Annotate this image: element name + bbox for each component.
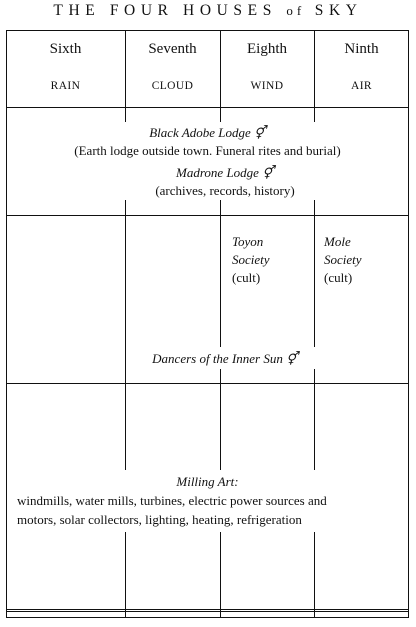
house-sixth-title: Sixth <box>49 41 82 57</box>
page-title <box>0 1 416 21</box>
madrone-lodge-note: (archives, records, history) <box>155 183 295 198</box>
toyon-society-line2: Society <box>232 252 270 267</box>
row-divider-bottom <box>6 609 409 612</box>
black-adobe-lodge-note: (Earth lodge outside town. Funeral rites and burial) <box>74 143 341 158</box>
black-adobe-lodge-name: Black Adobe Lodge ⚥ <box>149 125 266 140</box>
house-sixth-element: RAIN <box>50 80 81 92</box>
house-seventh-element: CLOUD <box>151 80 194 92</box>
row-divider-1 <box>6 107 409 108</box>
madrone-lodge-name: Madrone Lodge ⚥ <box>176 165 274 180</box>
house-ninth-title: Ninth <box>344 41 379 57</box>
mole-society-line2: Society <box>324 252 362 267</box>
title-of: of <box>286 3 306 18</box>
row-divider-3 <box>6 383 409 384</box>
milling-art-line2: motors, solar collectors, lighting, heating, refrigeration <box>17 512 302 527</box>
toyon-society-line1: Toyon <box>232 234 264 249</box>
house-eighth-title: Eighth <box>247 41 287 57</box>
house-ninth-element: AIR <box>350 80 372 92</box>
house-eighth-element: WIND <box>250 80 284 92</box>
title-sky: SKY <box>314 2 363 19</box>
mole-society-line3: (cult) <box>324 270 353 285</box>
milling-art-name: Milling Art: <box>176 474 239 489</box>
title-main: THE FOUR HOUSES <box>53 2 277 19</box>
row-divider-2 <box>6 215 409 216</box>
milling-art-line1: windmills, water mills, turbines, electric power sources and <box>17 493 327 508</box>
mole-society-line1: Mole <box>324 234 351 249</box>
toyon-society-line3: (cult) <box>232 270 261 285</box>
house-seventh-title: Seventh <box>148 41 197 57</box>
dancers-of-the-inner-sun: Dancers of the Inner Sun ⚥ <box>152 351 298 366</box>
